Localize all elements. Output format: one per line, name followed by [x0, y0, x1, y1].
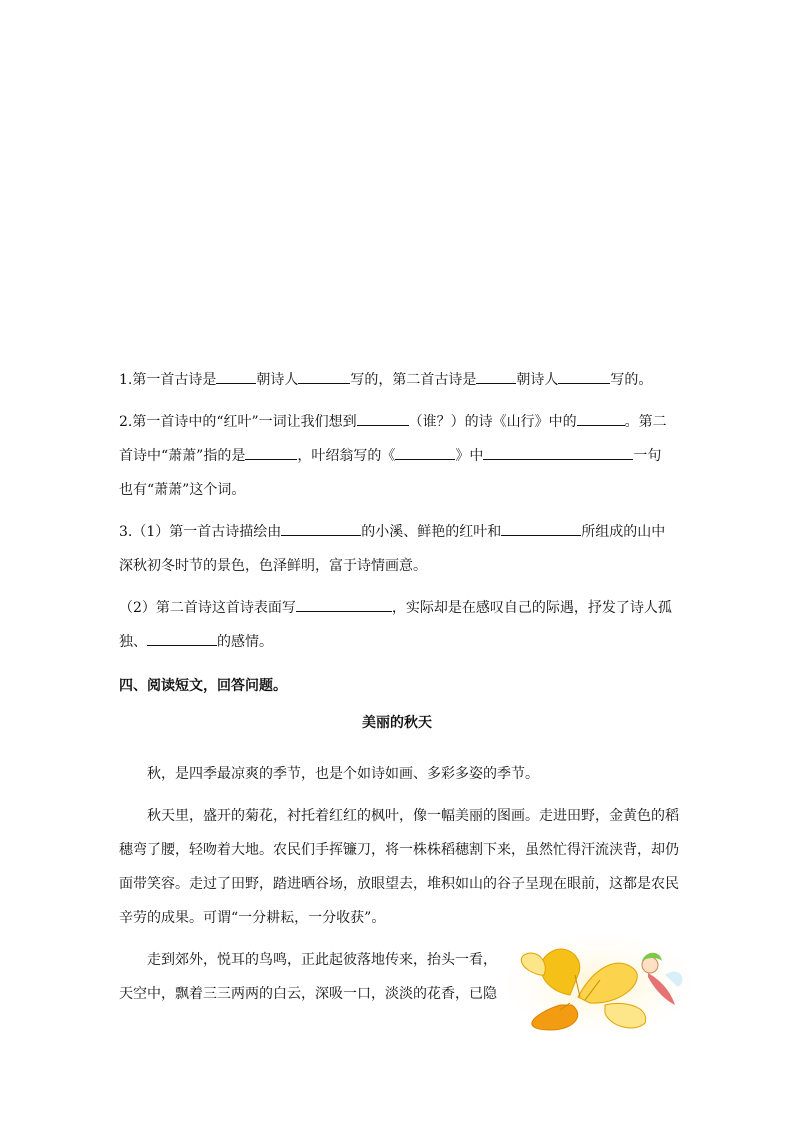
- question-2-line-2: [119, 438, 679, 474]
- question-3-1-line-2: [119, 548, 679, 584]
- question-3-2-line-1: [119, 590, 679, 626]
- passage-paragraph-2-line-4: 辛劳的成果。可谓“一分耕耘，一分收获”。: [119, 910, 386, 926]
- q3-blank-1[interactable]: [281, 517, 361, 536]
- q2-text-f: 》中: [455, 448, 484, 464]
- q1-blank-2[interactable]: [298, 365, 350, 384]
- q4-blank-2[interactable]: [147, 627, 217, 646]
- question-3-2-line-2: [119, 624, 679, 660]
- q2-blank-1[interactable]: [357, 407, 409, 426]
- q2-text-d: 首诗中“萧萧”指的是: [119, 448, 246, 464]
- q2-blank-3[interactable]: [245, 441, 297, 460]
- q4-blank-1[interactable]: [296, 593, 392, 612]
- q1-blank-4[interactable]: [558, 365, 610, 384]
- q2-blank-5[interactable]: [483, 441, 633, 460]
- q4-text-c: 独、: [119, 634, 147, 650]
- q2-text-b: （谁？）的诗《山行》中的: [408, 414, 577, 430]
- q1-text-b: 朝诗人: [256, 372, 299, 388]
- ginkgo-leaves-illustration: [500, 935, 690, 1035]
- passage-paragraph-1: 秋，是四季最凉爽的季节，也是个如诗如画、多彩多姿的季节。: [147, 766, 539, 782]
- q3-blank-2[interactable]: [501, 517, 581, 536]
- q2-text-a: 2.第一首诗中的“红叶”一词让我们想到: [119, 414, 357, 430]
- q1-text-d: 朝诗人: [516, 372, 559, 388]
- q4-text-d: 的感情。: [217, 634, 273, 650]
- q3-text-c: 所组成的山中: [581, 524, 666, 540]
- passage-paragraph-2-line-1: 秋天里，盛开的菊花，衬托着红红的枫叶，像一幅美丽的图画。走进田野，金黄色的稻: [147, 808, 679, 824]
- passage-paragraph-2-line-3: 面带笑容。走过了田野，踏进晒谷场，放眼望去，堆积如山的谷子呈现在眼前，这都是农民: [119, 876, 679, 892]
- q1-blank-1[interactable]: [216, 365, 256, 384]
- q3-text-b: 的小溪、鲜艳的红叶和: [361, 524, 502, 540]
- passage-paragraph-3-line-1: 走到郊外，悦耳的鸟鸣，正此起彼落地传来，抬头一看，: [147, 952, 497, 968]
- section-heading: 四、阅读短文，回答问题。: [119, 678, 287, 694]
- question-3-1-line-1: [119, 514, 679, 550]
- q2-text-g: 一句: [633, 448, 662, 464]
- q4-text-b: ，实际却是在感叹自己的际遇，抒发了诗人孤: [391, 600, 672, 616]
- q3-text-a: 3.（1）第一首古诗描绘由: [119, 524, 282, 540]
- q1-text-c: 写的，第二首古诗是: [350, 372, 477, 388]
- q2-text-h: 也有“萧萧”这个词。: [119, 482, 246, 498]
- question-2-line-3: [119, 472, 679, 508]
- q2-blank-4[interactable]: [395, 441, 455, 460]
- q2-text-e: ，叶绍翁写的《: [297, 448, 396, 464]
- q4-text-a: （2）第二首诗这首诗表面写: [119, 600, 296, 616]
- q2-blank-2[interactable]: [577, 407, 625, 426]
- passage-paragraph-3-line-2: 天空中，飘着三三两两的白云，深吸一口，淡淡的花香，已隐: [119, 986, 497, 1002]
- q3-text-d: 深秋初冬时节的景色，色泽鲜明，富于诗情画意。: [119, 558, 427, 574]
- question-1: [119, 362, 679, 398]
- passage-paragraph-2-line-2: 穗弯了腰，轻吻着大地。农民们手挥镰刀，将一株株稻穗割下来，虽然忙得汗流浃背，却仍: [119, 842, 679, 858]
- q1-text-e: 写的。: [610, 372, 653, 388]
- q1-blank-3[interactable]: [476, 365, 516, 384]
- passage-title: 美丽的秋天: [362, 715, 432, 731]
- q2-text-c: 。第二: [624, 414, 667, 430]
- question-2-line-1: [119, 404, 679, 440]
- q1-text-a: 1.第一首古诗是: [119, 372, 217, 388]
